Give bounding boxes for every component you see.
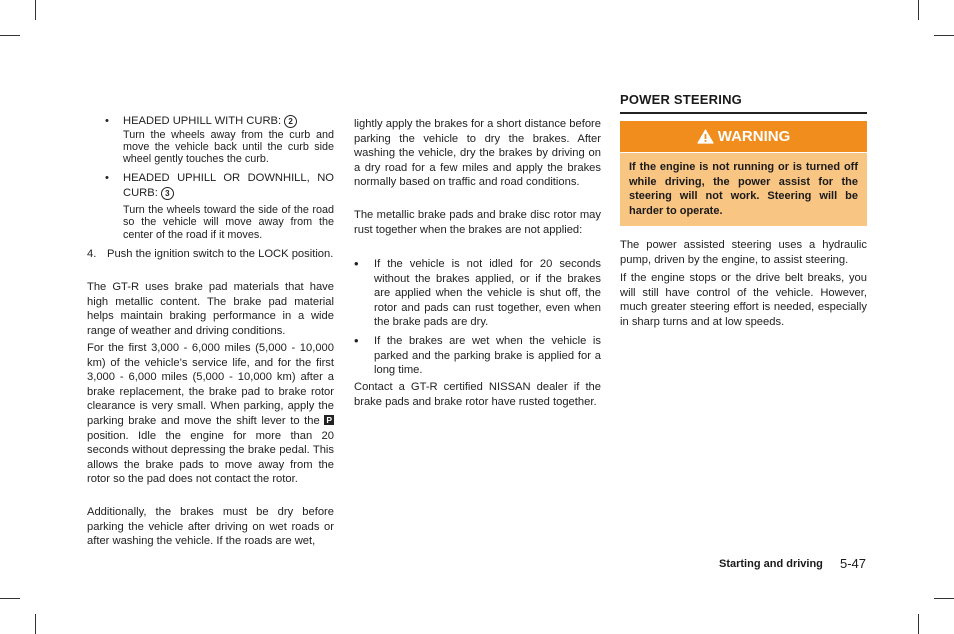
step-4 [87,247,334,262]
bullet-uphill-downhill-no-curb [87,171,334,241]
paragraph-brake-pads: The GT-R uses brake pad materials that have high metallic content. The brake pad material helps maintain braking performance in a wide range of weather and driving conditions. [87,281,334,337]
paragraph-first-miles: For the first 3,000 - 6,000 miles (5,000 - 10,000 km) of the vehicle’s service life, and for the first 3,000 - 6,000 miles (5,000 - 10,000 km) after a brake replacement, the brake pad to brake rotor clearance is very small. When parking, apply the parking brake and move the shift lever to the P position. Idle the engine for more than 20 seconds without depressing the brake pedal. This allows the brake pads to move away from the rotor so the pad does not contact the rotor. [87,342,334,486]
crop-mark [35,0,36,20]
callout-number: 3 [161,187,174,200]
bullet-body: Turn the wheels away from the curb and move the vehicle back until the curb side wheel gently touches the curb. [123,128,334,165]
section-rule [620,112,867,114]
crop-mark [918,0,919,20]
crop-mark [934,598,954,599]
paragraph-continued: lightly apply the brakes for a short distance before parking the vehicle to dry the brakes. After washing the vehicle, dry the brakes by driving on a dry road for a few miles and apply the brakes normally based on traffic and road conditions. [354,118,601,189]
section-title: POWER STEERING [620,92,742,107]
park-position-badge: P [326,414,332,425]
paragraph-power-steering-1: The power assisted steering uses a hydraulic pump, driven by the engine, to assist steering. [620,239,867,266]
crop-mark [918,614,919,634]
list-item: • If the brakes are wet when the vehicle is parked and the parking brake is applied for a long time. [354,333,601,377]
callout-number: 2 [284,115,297,128]
bullet-mark: • [105,115,109,127]
bullet-body: Turn the wheels toward the side of the road so the vehicle will move away from the center of the road if it moves. [123,204,334,241]
bullet-uphill-with-curb [87,114,334,165]
footer-section-name: Starting and driving [719,558,823,570]
list-item: • If the vehicle is not idled for 20 seconds without the brakes applied, or if the brakes are applied when the vehicle is shut off, the rotor and pads can rust together, even when the brake pads are dry. [354,256,601,329]
bullet-heading: HEADED UPHILL WITH CURB: 2 [123,114,334,129]
paragraph-rust: The metallic brake pads and brake disc rotor may rust together when the brakes are not applied: [354,209,601,236]
bullet-mark: • [105,172,109,184]
warning-label: WARNING [717,128,791,145]
crop-mark [0,598,20,599]
crop-mark [934,35,954,36]
warning-header [620,121,867,152]
paragraph-contact-dealer: Contact a GT-R certified NISSAN dealer if the brake pads and brake rotor have rusted together. [354,381,601,408]
warning-text: If the engine is not running or is turned off while driving, the power assist for the steering will not work. Steering will be harder to operate. [620,153,867,226]
paragraph-power-steering-2: If the engine stops or the drive belt breaks, you will still have control of the vehicle. However, much greater steering effort is needed, especially in sharp turns and at low speeds. [620,272,867,328]
crop-mark [35,614,36,634]
bullet-dot: • [354,333,359,348]
warning-triangle-icon [697,129,714,144]
paragraph-additionally: Additionally, the brakes must be dry before parking the vehicle after driving on wet roads or after washing the vehicle. If the roads are wet, [87,506,334,548]
page-number: 5-47 [840,556,867,571]
crop-mark [0,35,20,36]
bullet-dot: • [354,256,359,271]
step-text: Push the ignition switch to the LOCK position. [107,248,334,260]
bullet-heading: HEADED UPHILL OR DOWNHILL, NO CURB: 3 [123,172,334,199]
step-number: 4. [87,248,97,260]
